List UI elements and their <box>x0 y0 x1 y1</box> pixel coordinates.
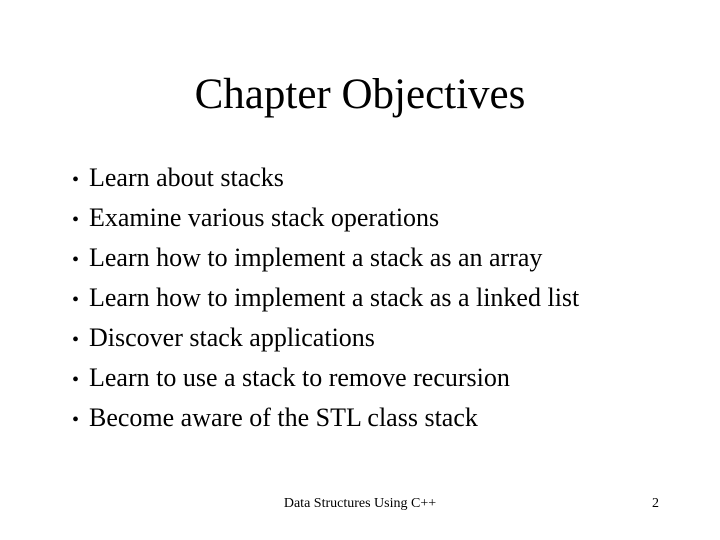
list-item <box>72 238 579 278</box>
list-item <box>72 198 579 238</box>
bullet-icon: • <box>72 209 80 231</box>
list-item <box>72 278 579 318</box>
list-item <box>72 358 579 398</box>
list-item-text: Examine various stack operations <box>89 203 440 232</box>
list-item <box>72 318 579 358</box>
slide-footer: Data Structures Using C++ <box>283 496 437 511</box>
bullet-icon: • <box>72 169 80 191</box>
objectives-list <box>72 158 579 438</box>
list-item-text: Discover stack applications <box>89 323 375 352</box>
list-item-text: Learn how to implement a stack as a linked list <box>89 283 580 312</box>
page-number: 2 <box>652 496 659 511</box>
list-item-text: Learn about stacks <box>89 163 284 192</box>
list-item-text: Become aware of the STL class stack <box>89 403 478 432</box>
bullet-icon: • <box>72 249 80 271</box>
list-item <box>72 158 579 198</box>
slide-title: Chapter Objectives <box>194 71 526 118</box>
bullet-icon: • <box>72 289 80 311</box>
bullet-icon: • <box>72 369 80 391</box>
bullet-icon: • <box>72 409 80 431</box>
list-item-text: Learn how to implement a stack as an array <box>89 243 543 272</box>
list-item <box>72 398 579 438</box>
bullet-icon: • <box>72 329 80 351</box>
list-item-text: Learn to use a stack to remove recursion <box>89 363 510 392</box>
